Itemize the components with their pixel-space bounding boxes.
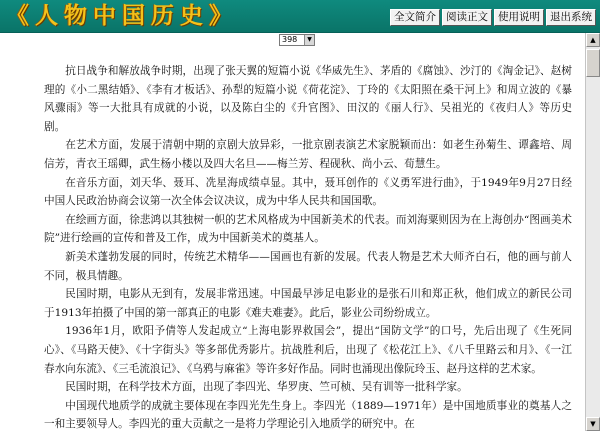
page-select-value: 398 [282,35,298,44]
paragraph: 民国时期，电影从无到有，发展非常迅速。中国最早涉足电影业的是张石川和郑正秋，他们成立的新民公司于1913年拍摄了中国的第一部真正的电影《难夫难妻》。此后，影业公司纷纷成立。 [44,288,572,319]
intro-button[interactable]: 全文简介 [390,9,440,26]
read-text-button[interactable]: 阅读正文 [442,9,492,26]
exit-button[interactable]: 退出系统 [546,9,596,26]
paragraph: 1936年1月，欧阳予倩等人发起成立“上海电影界救国会”，提出“国防文学”的口号，先后出现了《生死同心》、《马路天使》、《十字街头》等多部优秀影片。抗战胜利后，出现了《松花江上》、《八千里路云和月》、《一江春水向东流》、《三毛流浪记》、《乌鸦与麻雀》等许多好作品。同时也涌现出像阮玲玉、赵丹这样的艺术家。 [44,325,572,375]
chevron-down-icon[interactable]: ▼ [304,35,314,45]
paragraph: 民国时期，在科学技术方面，出现了李四光、华罗庚、竺可桢、吴有训等一批科学家。 [65,381,468,394]
article-content [44,62,572,431]
paragraph: 抗日战争和解放战争时期，出现了张天翼的短篇小说《华威先生》、茅盾的《腐蚀》、沙汀的《淘金记》、赵树理的《小二黑结婚》、《李有才板话》、孙犁的短篇小说《荷花淀》、丁玲的《太阳照在桑干河上》和周立波的《暴风骤雨》等一大批具有成就的小说，以及陈白尘的《升官图》、田汉的《丽人行》、吴祖光的《夜归人》等历史剧。 [44,65,572,133]
nav-buttons [390,9,596,26]
paragraph: 在绘画方面，徐悲鸿以其独树一帜的艺术风格成为中国新美术的代表。而刘海粟则因为在上海创办“图画美术院”进行绘画的宣传和普及工作，成为中国新美术的奠基人。 [44,213,572,245]
scrollbar-thumb[interactable] [586,49,600,77]
scroll-down-arrow-icon[interactable]: ▼ [586,417,600,431]
page-select[interactable] [279,34,315,46]
scroll-up-arrow-icon[interactable]: ▲ [586,33,600,47]
paragraph: 在艺术方面，发展于清朝中期的京剧大放异彩，一批京剧表演艺术家脱颖而出：如老生孙菊生、谭鑫培、周信芳，青衣王瑶卿，武生杨小楼以及四大名旦——梅兰芳、程砚秋、尚小云、荀慧生。 [44,139,572,170]
help-button[interactable]: 使用说明 [494,9,544,26]
header-bar [0,0,600,33]
paragraph: 中国现代地质学的成就主要体现在李四光先生身上。李四光（1889—1971年）是中国地质事业的奠基人之一和主要领导人。李四光的重大贡献之一是将力学理论引入地质学的研究中。在 [44,399,572,431]
vertical-scrollbar[interactable] [585,33,600,431]
paragraph: 新美术蓬勃发展的同时，传统艺术精华——国画也有新的发展。代表人物是艺术大师齐白石，他的画与前人不同，极具情趣。 [44,250,572,282]
paragraph: 在音乐方面，刘天华、聂耳、冼星海成绩卓显。其中，聂耳创作的《义勇军进行曲》，于1949年9月27日经中国人民政治协商会议第一次全体会议决议，成为中华人民共和国国歌。 [44,176,572,208]
app-title: 《人物中国历史》 [6,2,238,29]
